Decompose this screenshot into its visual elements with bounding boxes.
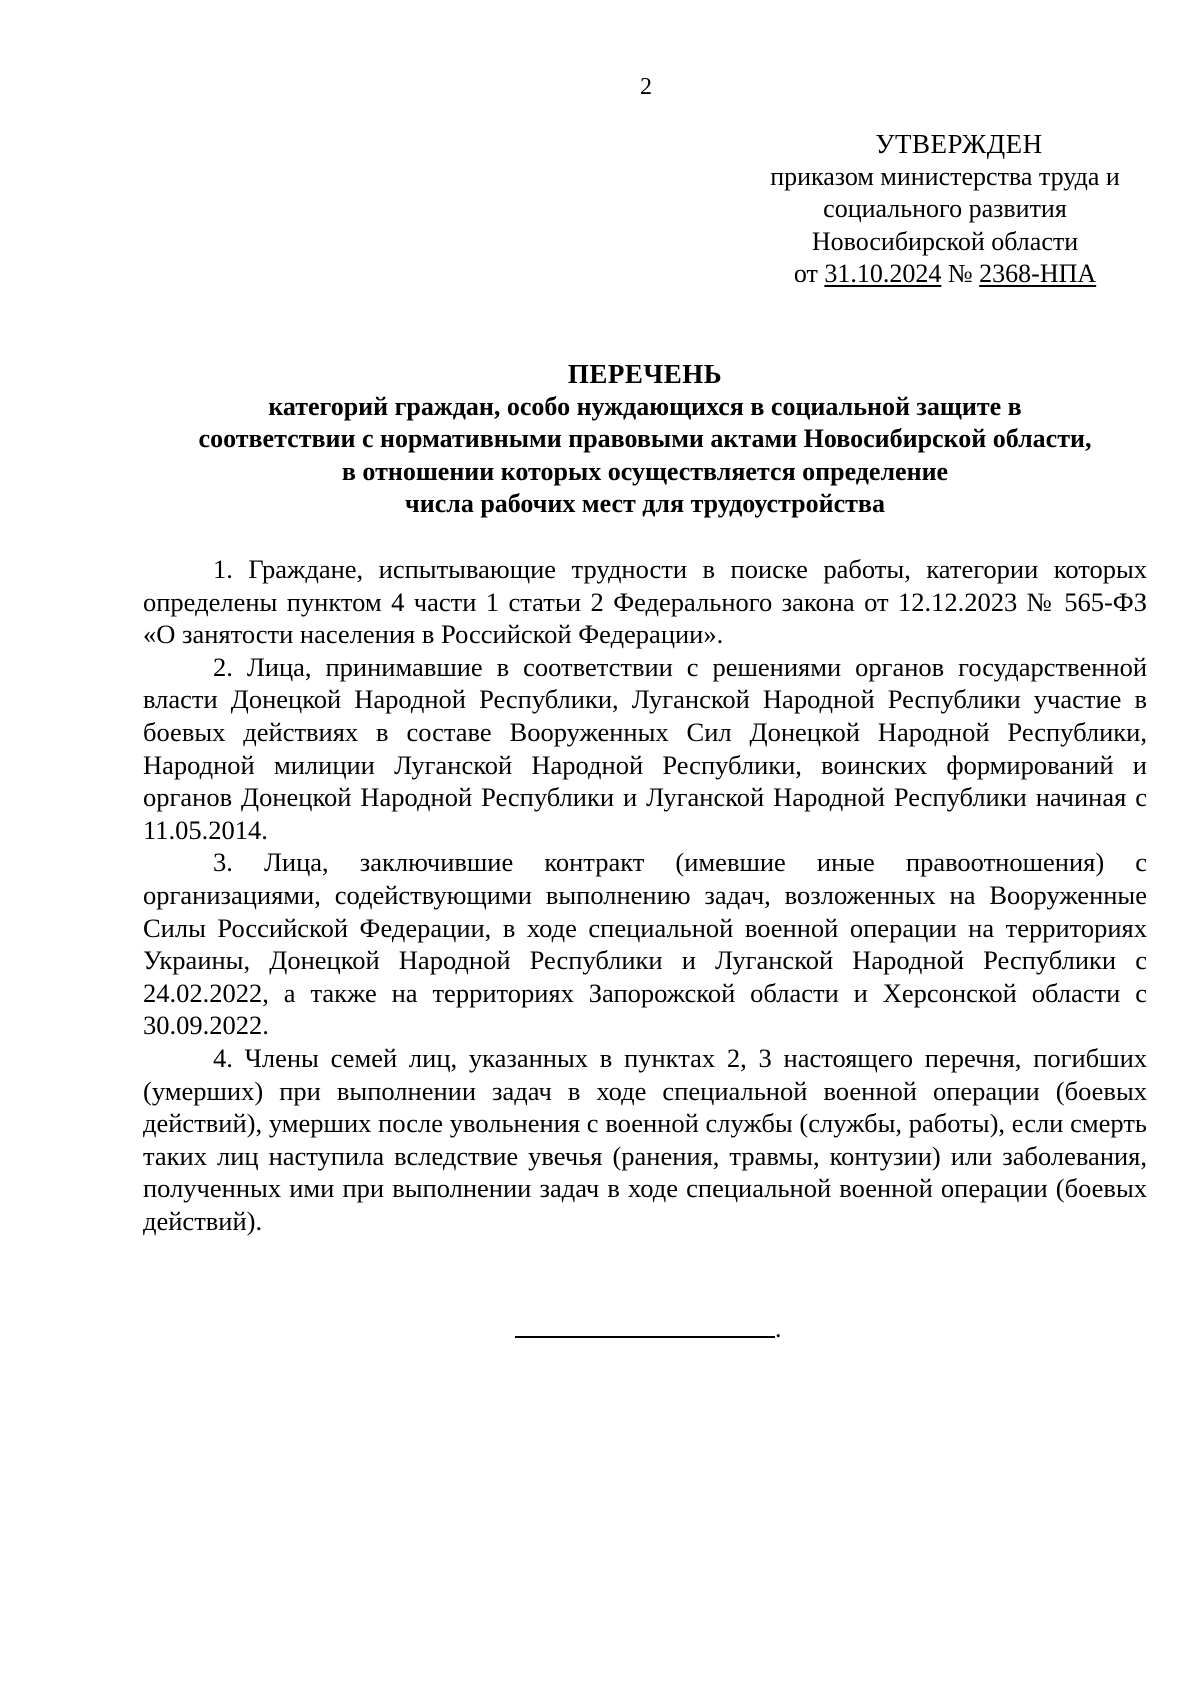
title-line-3: соответствии с нормативными правовыми актами Новосибирской области, — [198, 424, 1092, 453]
closing-underline — [515, 1336, 775, 1338]
approval-number: 2368-НПА — [979, 259, 1097, 288]
list-item-1: 1. Граждане, испытывающие трудности в поиске работы, категории которых определены пунктом 4 части 1 статьи 2 Федерального закона от 12.12.2023 № 565-ФЗ «О занятости населения в Российской Федерации». — [143, 554, 1147, 650]
page-number: 2 — [640, 74, 652, 100]
approval-line-1: приказом министерства труда и — [770, 161, 1120, 191]
document-body — [143, 553, 1147, 1237]
title-line-5: числа рабочих мест для трудоустройства — [405, 489, 885, 518]
list-item-2: 2. Лица, принимавшие в соответствии с решениями органов государственной власти Донецкой Народной Республики, Луганской Народной Республики участие в боевых действиях в составе Вооруженных Сил Донецкой Народной Республики, Народной милиции Луганской Народной Республики, воинских формирований и органов Донецкой Народной Республики и Луганской Народной Республики начиная с 11.05.2014. — [143, 651, 1147, 845]
title-line-4: в отношении которых осуществляется определение — [341, 456, 949, 486]
approval-heading: УТВЕРЖДЕН — [875, 129, 1043, 159]
title-line-2: категорий граждан, особо нуждающихся в социальной защите в — [268, 391, 1022, 421]
approval-stamp-block — [735, 128, 1155, 291]
list-item-4: 4. Члены семей лиц, указанных в пунктах 2, 3 настоящего перечня, погибших (умерших) при выполнении задач в ходе специальной военной операции (боевых действий), умерших после увольнения с военной службы (службы, работы), если смерть таких лиц наступила вследствие увечья (ранения, травмы, контузии) или заболевания, полученных ими при выполнении задач в ходе специальной военной операции (боевых действий). — [143, 1042, 1147, 1236]
closing-mark: . — [775, 1314, 782, 1343]
approval-line-2: социального развития — [823, 194, 1067, 223]
approval-date-line — [735, 258, 1155, 291]
approval-number-sign: № — [941, 259, 980, 288]
list-item-3: 3. Лица, заключившие контракт (имевшие иные правоотношения) с организациями, содействующими выполнению задач, возложенных на Вооруженные Силы Российской Федерации, в ходе специальной военной операции на территориях Украины, Донецкой Народной Республики и Луганской Народной Республики с 24.02.2022, а также на территориях Запорожской области и Херсонской области с 30.09.2022. — [143, 847, 1147, 1041]
approval-date: 31.10.2024 — [824, 259, 942, 288]
title-line-1: ПЕРЕЧЕНЬ — [567, 359, 723, 389]
approval-from-prefix: от — [793, 259, 825, 288]
approval-line-3: Новосибирской области — [811, 226, 1079, 256]
document-title — [140, 358, 1150, 521]
